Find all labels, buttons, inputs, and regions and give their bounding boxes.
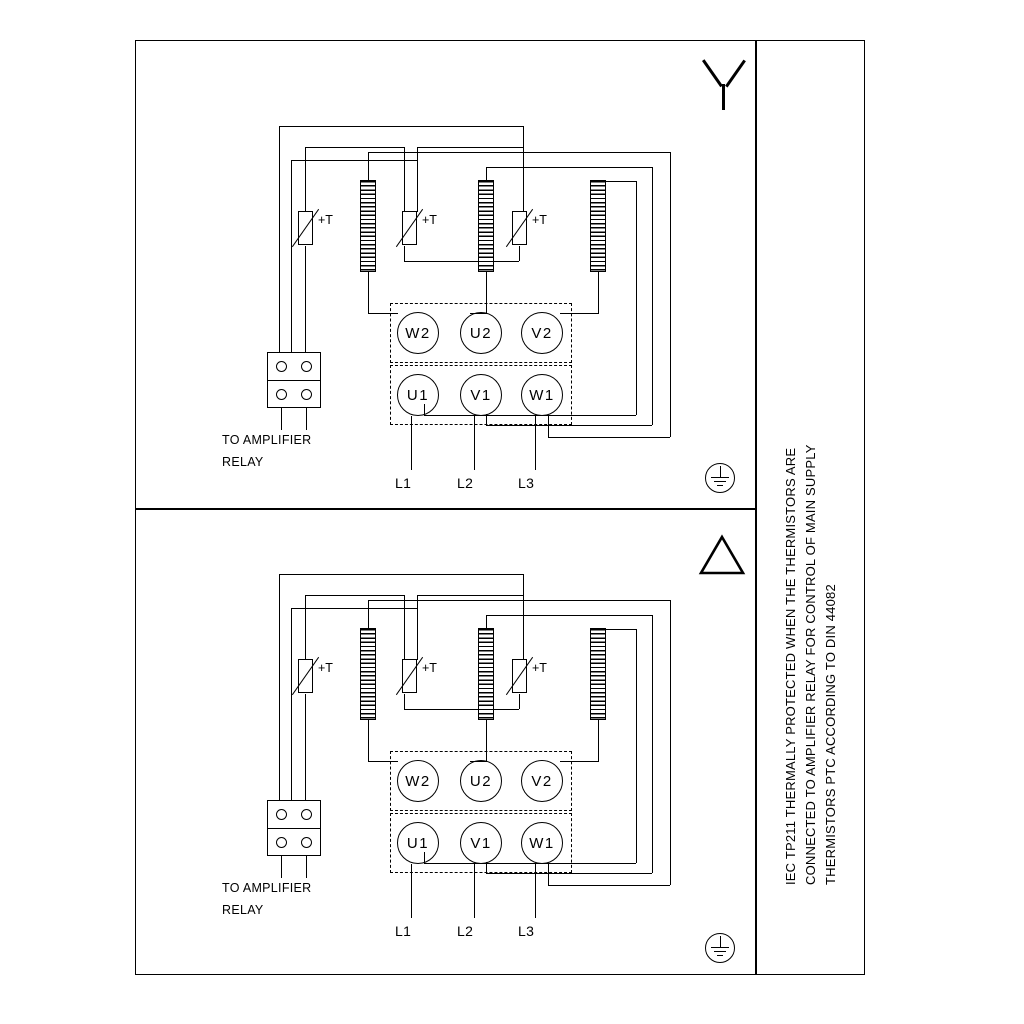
thermistor-wire bbox=[305, 694, 306, 804]
thermistor-wire bbox=[305, 147, 306, 212]
thermistor-wire bbox=[279, 126, 280, 356]
thermistor-wire bbox=[305, 246, 306, 356]
supply-label-l1: L1 bbox=[395, 923, 412, 939]
thermistor-wire bbox=[404, 261, 519, 262]
amplifier-lead bbox=[281, 856, 282, 878]
panel-divider bbox=[135, 508, 755, 510]
amplifier-label-line1: TO AMPLIFIER bbox=[222, 881, 312, 895]
winding-coil bbox=[590, 628, 606, 720]
note-column-divider bbox=[755, 40, 757, 975]
supply-label-l2: L2 bbox=[457, 923, 474, 939]
terminal-v1[interactable]: V1 bbox=[460, 822, 502, 864]
amplifier-terminal-block bbox=[267, 800, 321, 856]
coil-lead bbox=[486, 873, 652, 874]
amplifier-lead bbox=[281, 408, 282, 430]
star-connection-symbol bbox=[700, 62, 746, 110]
coil-lead bbox=[636, 181, 637, 415]
coil-lead bbox=[368, 720, 369, 761]
coil-lead bbox=[486, 615, 487, 629]
terminal-u2[interactable]: U2 bbox=[460, 760, 502, 802]
thermistor-label: +T bbox=[318, 213, 333, 227]
terminal-v2[interactable]: V2 bbox=[521, 760, 563, 802]
coil-lead bbox=[368, 152, 369, 180]
thermistor-wire bbox=[305, 595, 306, 660]
coil-lead bbox=[548, 415, 549, 437]
coil-lead bbox=[598, 629, 636, 630]
coil-lead bbox=[548, 863, 549, 885]
thermistor-wire bbox=[417, 147, 418, 212]
note-line-3: THERMISTORS PTC ACCORDING TO DIN 44082 bbox=[823, 584, 838, 885]
terminal-w2[interactable]: W2 bbox=[397, 312, 439, 354]
coil-lead bbox=[424, 852, 425, 864]
terminal-w2[interactable]: W2 bbox=[397, 760, 439, 802]
coil-lead bbox=[486, 615, 652, 616]
coil-lead bbox=[560, 761, 599, 762]
note-line-1: IEC TP211 THERMALLY PROTECTED WHEN THE THERMISTORS ARE bbox=[783, 447, 798, 885]
supply-label-l1: L1 bbox=[395, 475, 412, 491]
coil-lead bbox=[486, 167, 652, 168]
thermistor-wire bbox=[305, 595, 404, 596]
delta-connection-symbol bbox=[698, 534, 746, 576]
thermistor-wire bbox=[291, 160, 417, 161]
amplifier-label-line2: RELAY bbox=[222, 455, 264, 469]
thermistor-wire bbox=[279, 126, 524, 127]
thermistor-wire bbox=[404, 709, 519, 710]
supply-label-l2: L2 bbox=[457, 475, 474, 491]
supply-line-l3 bbox=[535, 864, 536, 918]
coil-lead bbox=[548, 437, 670, 438]
thermistor-label: +T bbox=[422, 661, 437, 675]
coil-lead bbox=[548, 885, 670, 886]
terminal-w1[interactable]: W1 bbox=[521, 374, 563, 416]
supply-line-l3 bbox=[535, 416, 536, 470]
terminal-u1[interactable]: U1 bbox=[397, 374, 439, 416]
thermistor-label: +T bbox=[318, 661, 333, 675]
thermistor-label: +T bbox=[532, 661, 547, 675]
thermistor-wire bbox=[417, 147, 523, 148]
coil-lead bbox=[598, 181, 636, 182]
thermistor-label: +T bbox=[422, 213, 437, 227]
coil-lead bbox=[598, 272, 599, 313]
earth-symbol-delta bbox=[705, 933, 737, 965]
coil-lead bbox=[368, 600, 670, 601]
thermistor-wire bbox=[417, 595, 523, 596]
coil-lead bbox=[368, 761, 398, 762]
terminal-u2[interactable]: U2 bbox=[460, 312, 502, 354]
thermistor-wire bbox=[305, 147, 404, 148]
amplifier-lead bbox=[306, 408, 307, 430]
coil-lead bbox=[424, 863, 636, 864]
coil-lead bbox=[486, 272, 487, 313]
terminal-w1[interactable]: W1 bbox=[521, 822, 563, 864]
coil-lead bbox=[368, 600, 369, 628]
coil-lead bbox=[670, 152, 671, 437]
winding-coil bbox=[478, 180, 494, 272]
thermistor-wire bbox=[404, 147, 405, 212]
thermistor-wire bbox=[417, 595, 418, 660]
thermistor-wire bbox=[291, 608, 292, 804]
supply-label-l3: L3 bbox=[518, 923, 535, 939]
supply-label-l3: L3 bbox=[518, 475, 535, 491]
terminal-u1[interactable]: U1 bbox=[397, 822, 439, 864]
coil-lead bbox=[486, 720, 487, 761]
thermistor-label: +T bbox=[532, 213, 547, 227]
coil-lead bbox=[368, 313, 398, 314]
thermistor-wire bbox=[404, 246, 405, 261]
winding-coil bbox=[590, 180, 606, 272]
supply-line-l1 bbox=[411, 416, 412, 470]
amplifier-label-line2: RELAY bbox=[222, 903, 264, 917]
amplifier-label-line1: TO AMPLIFIER bbox=[222, 433, 312, 447]
terminal-v1[interactable]: V1 bbox=[460, 374, 502, 416]
supply-line-l2 bbox=[474, 864, 475, 918]
coil-lead bbox=[470, 313, 487, 314]
terminal-v2[interactable]: V2 bbox=[521, 312, 563, 354]
thermistor-wire bbox=[279, 574, 524, 575]
thermistor-wire bbox=[279, 574, 280, 804]
amplifier-terminal-block bbox=[267, 352, 321, 408]
coil-lead bbox=[652, 167, 653, 425]
thermistor-wire bbox=[523, 126, 524, 212]
supply-line-l1 bbox=[411, 864, 412, 918]
earth-symbol-star bbox=[705, 463, 737, 495]
thermistor-wire bbox=[291, 608, 417, 609]
coil-lead bbox=[486, 167, 487, 181]
coil-lead bbox=[598, 720, 599, 761]
coil-lead bbox=[560, 313, 599, 314]
coil-lead bbox=[652, 615, 653, 873]
winding-coil bbox=[360, 180, 376, 272]
thermistor-wire bbox=[291, 160, 292, 356]
thermistor-wire bbox=[519, 246, 520, 261]
note-line-2: CONNECTED TO AMPLIFIER RELAY FOR CONTROL OF MAIN SUPPLY bbox=[803, 444, 818, 885]
amplifier-lead bbox=[306, 856, 307, 878]
thermistor-wire bbox=[404, 595, 405, 660]
coil-lead bbox=[486, 425, 652, 426]
thermistor-wire bbox=[519, 694, 520, 709]
coil-lead bbox=[424, 415, 636, 416]
winding-coil bbox=[360, 628, 376, 720]
coil-lead bbox=[368, 272, 369, 313]
coil-lead bbox=[424, 404, 425, 416]
winding-coil bbox=[478, 628, 494, 720]
coil-lead bbox=[636, 629, 637, 863]
thermistor-wire bbox=[523, 574, 524, 660]
thermistor-wire bbox=[404, 694, 405, 709]
coil-lead bbox=[368, 152, 670, 153]
coil-lead bbox=[670, 600, 671, 885]
supply-line-l2 bbox=[474, 416, 475, 470]
coil-lead bbox=[470, 761, 487, 762]
